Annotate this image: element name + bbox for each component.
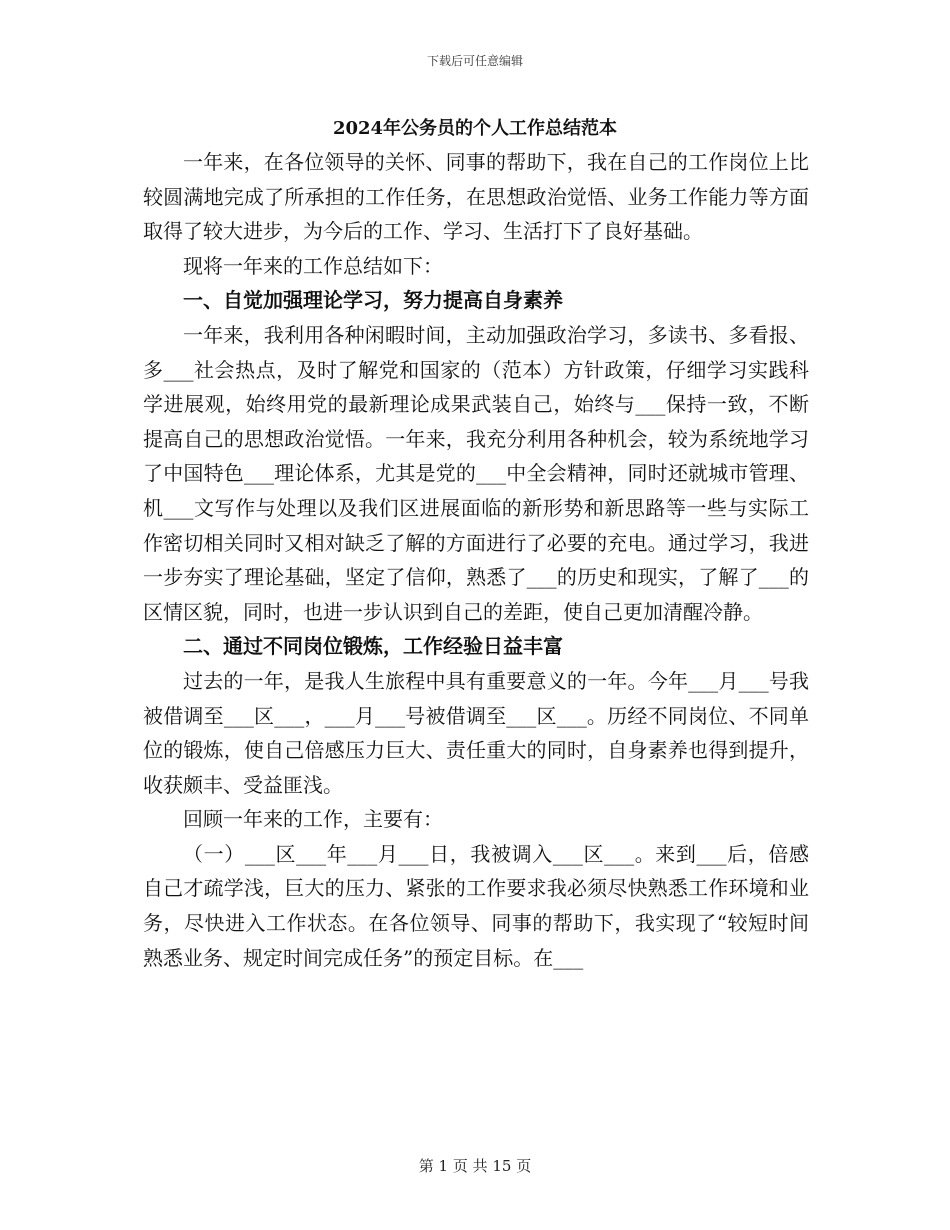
paragraph-summary-lead: 现将一年来的工作总结如下：	[183, 253, 443, 278]
paragraph-item-1: （一）___区___年___月___日，我被调入___区___。来到___后，倍感自己才疏学浅，巨大的压力、紧张的工作要求我必须尽快熟悉工作环境和业务，尽快进入工作状态。在各位领导、同事的帮助下，我实现了“较短时间熟悉业务、规定时间完成任务”的预定目标。在___	[143, 841, 809, 970]
document-body	[143, 145, 809, 975]
paragraph-intro: 一年来，在各位领导的关怀、同事的帮助下，我在自己的工作岗位上比较圆满地完成了所承担的工作任务，在思想政治觉悟、业务工作能力等方面取得了较大进步，为今后的工作、学习、生活打下了良好基础。	[143, 150, 809, 244]
paragraph-review-lead: 回顾一年来的工作，主要有：	[183, 807, 443, 832]
section-heading-2: 二、通过不同岗位锻炼，工作经验日益丰富	[183, 634, 563, 659]
paragraph-section-2: 过去的一年，是我人生旅程中具有重要意义的一年。今年___月___号我被借调至___区___，___月___号被借调至___区___。历经不同岗位、不同单位的锻炼，使自己倍感压力巨大、责任重大的同时，自身素养也得到提升，收获颇丰、受益匪浅。	[143, 668, 809, 797]
page-header-note: 下载后可任意编辑	[426, 54, 523, 68]
document-title: 2024年公务员的个人工作总结范本	[332, 118, 618, 139]
section-heading-1: 一、自觉加强理论学习，努力提高自身素养	[183, 288, 563, 313]
paragraph-section-1: 一年来，我利用各种闲暇时间，主动加强政治学习，多读书、多看报、多___社会热点，及时了解党和国家的（范本）方针政策，仔细学习实践科学进展观，始终用党的最新理论成果武装自己，始终与___保持一致，不断提高自己的思想政治觉悟。一年来，我充分利用各种机会，较为系统地学习了中国特色___理论体系，尤其是党的___中全会精神，同时还就城市管理、机___文写作与处理以及我们区进展面临的新形势和新思路等一些与实际工作密切相关同时又相对缺乏了解的方面进行了必要的充电。通过学习，我进一步夯实了理论基础，坚定了信仰，熟悉了___的历史和现实，了解了___的区情区貌，同时，也进一步认识到自己的差距，使自己更加清醒冷静。	[143, 322, 809, 624]
page-footer-number: 第 1 页 共 15 页	[418, 1157, 532, 1175]
